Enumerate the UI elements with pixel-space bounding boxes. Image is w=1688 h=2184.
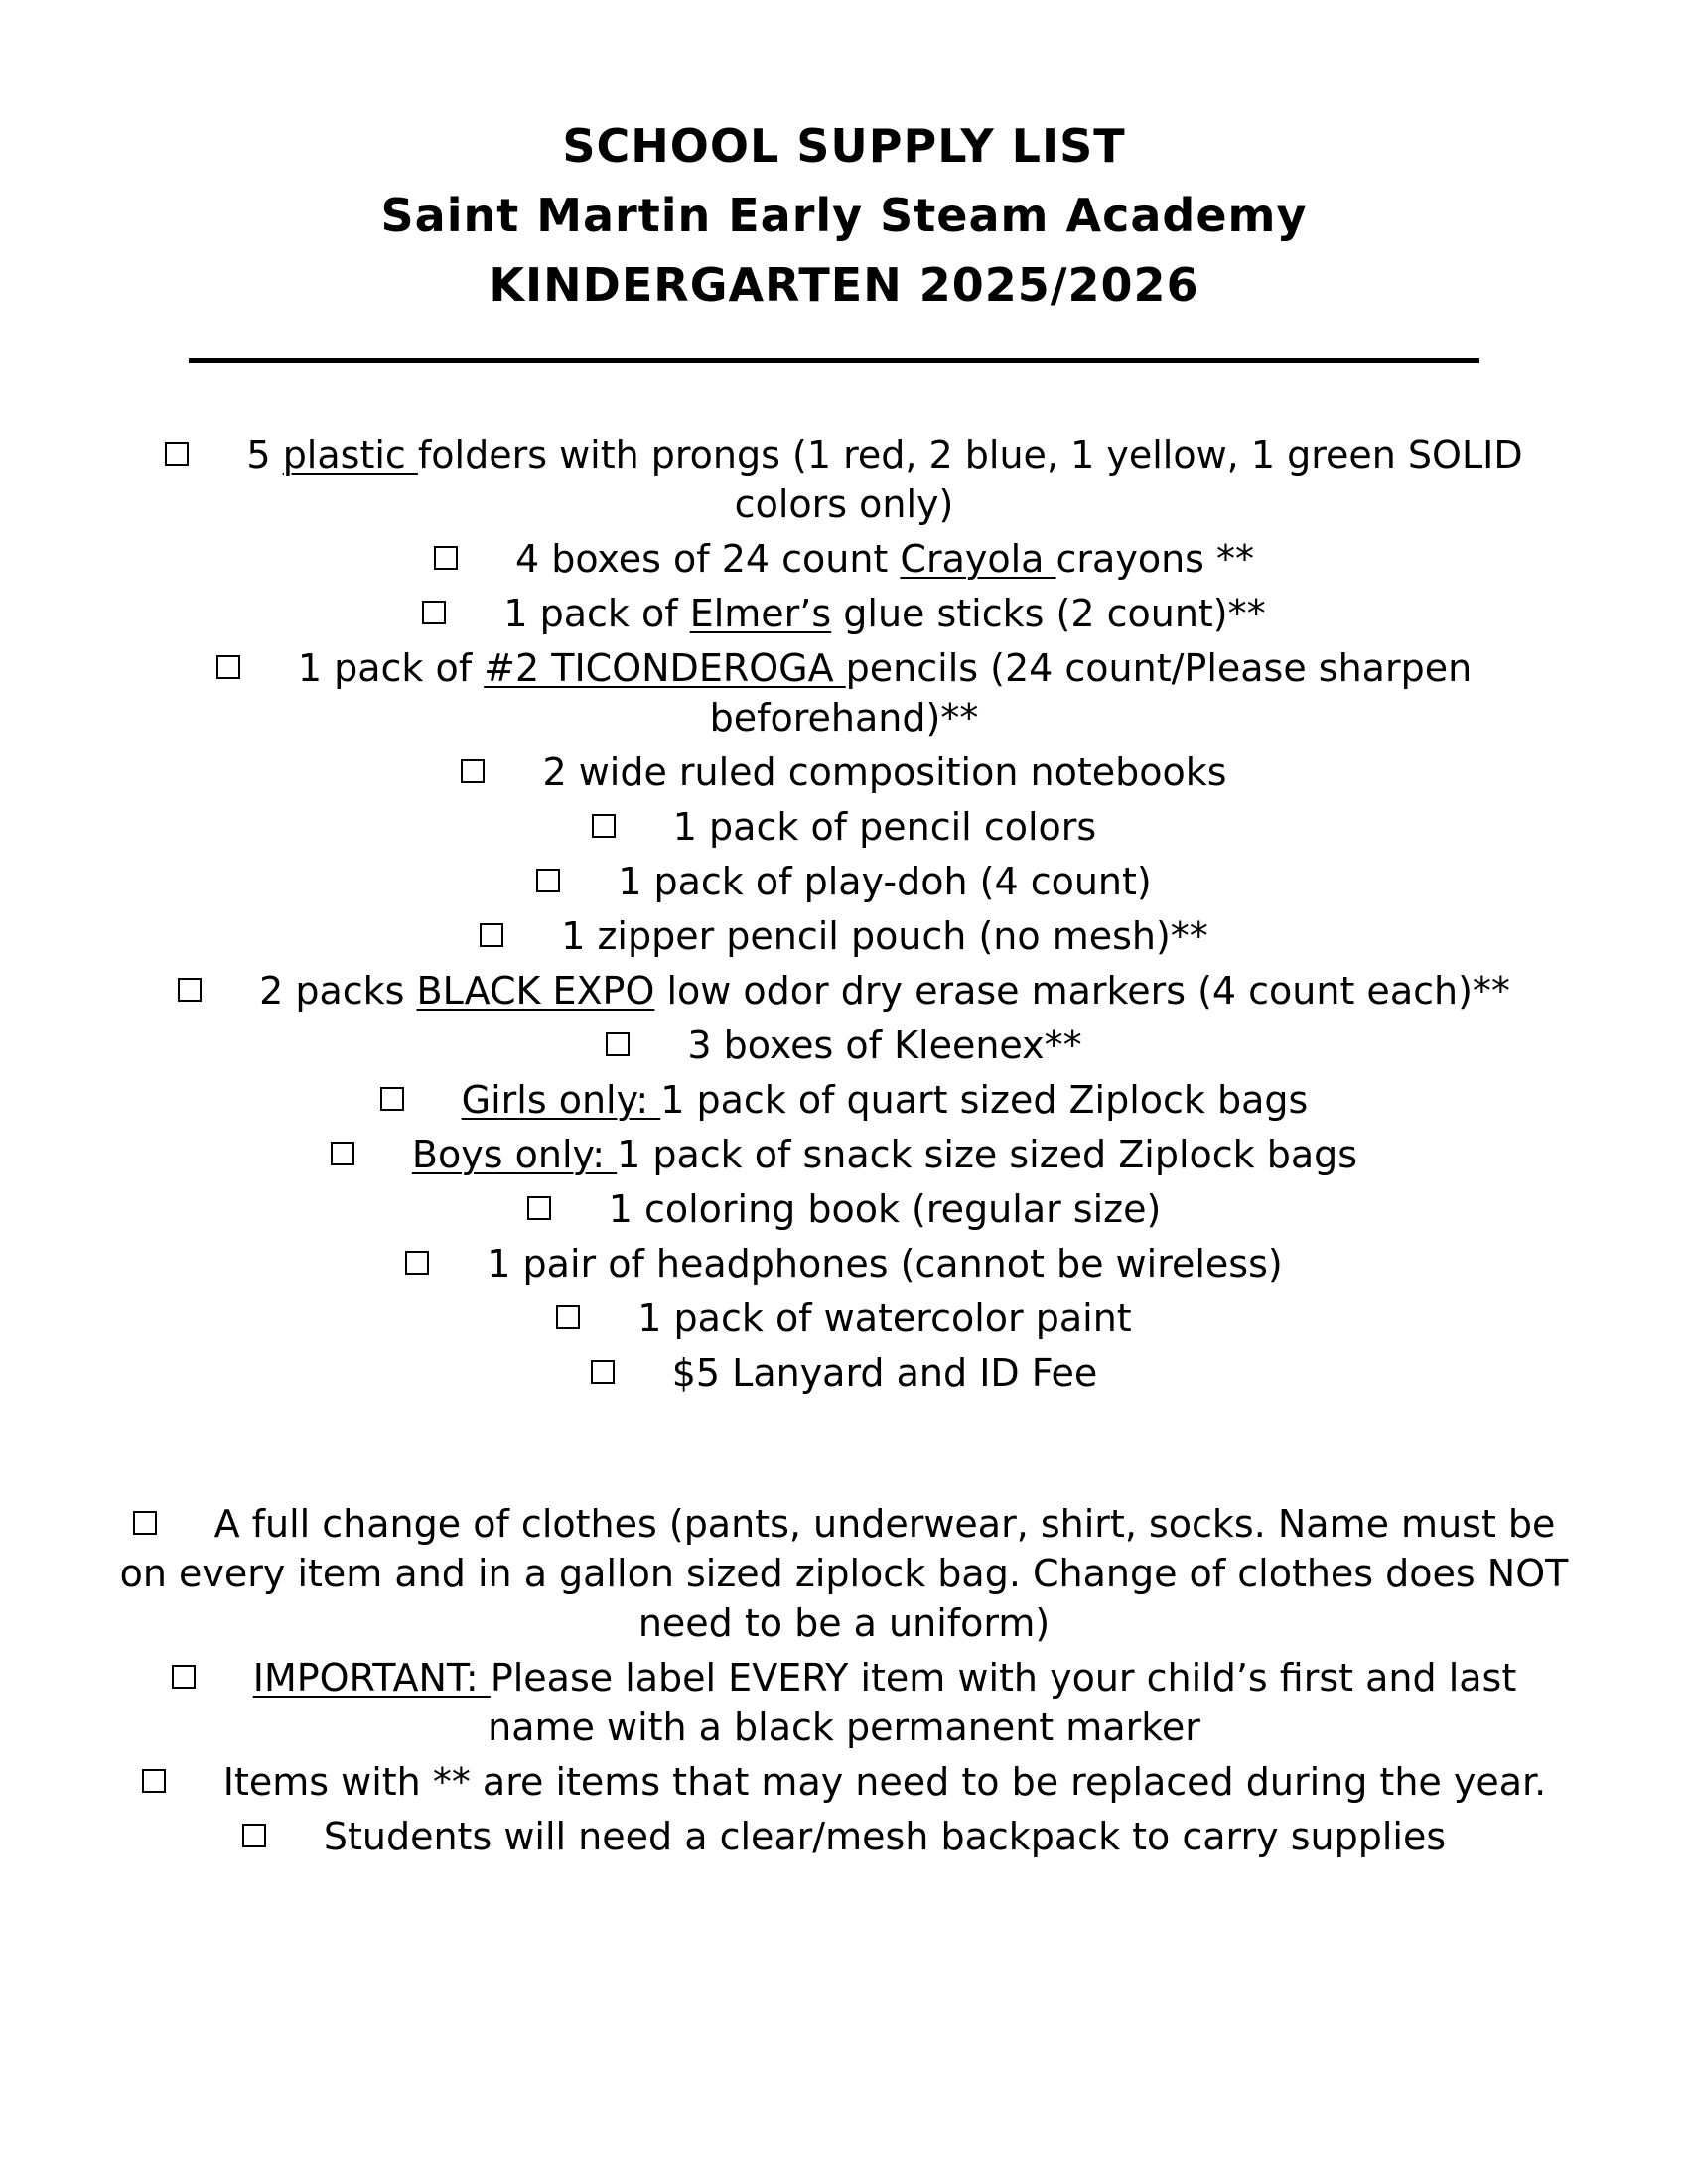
item-text: 1 coloring book (regular size) (608, 1187, 1162, 1231)
item-text-rest: Please label EVERY item with your child’s first and last name with a black permanent marker (488, 1656, 1517, 1749)
checkbox-icon[interactable] (242, 1824, 266, 1847)
checkbox-icon[interactable] (165, 442, 189, 466)
item-text: 1 pack of (297, 646, 485, 690)
item-text-rest: low odor dry erase markers (4 count each)** (654, 969, 1510, 1013)
item-text: 1 zipper pencil pouch (no mesh)** (561, 914, 1208, 958)
checkbox-icon[interactable] (434, 546, 458, 570)
item-text: 2 packs (259, 969, 417, 1013)
item-text: 4 boxes of 24 count (514, 537, 901, 581)
item-underlined-text: Crayola (900, 537, 1056, 581)
page-title: SCHOOL SUPPLY LIST (562, 119, 1126, 173)
item-text: 2 wide ruled composition notebooks (542, 751, 1227, 794)
note-item (119, 1653, 1569, 1752)
item-text-rest: 1 pack of snack size sized Ziplock bags (617, 1133, 1358, 1176)
supply-list (119, 430, 1569, 1403)
item-text-rest: pencils (24 count/Please sharpen beforehand)** (709, 646, 1473, 740)
supply-item (119, 589, 1569, 638)
item-text-rest: 1 pack of quart sized Ziplock bags (660, 1078, 1309, 1122)
supply-item (119, 1348, 1569, 1398)
supply-item (119, 534, 1569, 584)
item-underlined-text: #2 TICONDEROGA (484, 646, 846, 690)
supply-item (119, 748, 1569, 797)
item-text-rest: glue sticks (2 count)** (831, 592, 1266, 635)
item-text-rest: folders with prongs (1 red, 2 blue, 1 yellow, 1 green SOLID colors only) (417, 433, 1523, 526)
item-text: A full change of clothes (pants, underwear, shirt, socks. Name must be on every item and in a gallon sized ziplock bag. Change of clothes does NOT need to be a uniform) (119, 1502, 1569, 1645)
checkbox-icon[interactable] (142, 1769, 166, 1793)
item-underlined-text: IMPORTANT: (252, 1656, 491, 1700)
item-underlined-text: Boys only: (411, 1133, 618, 1176)
item-text: 5 (246, 433, 283, 477)
note-item (119, 1812, 1569, 1861)
checkbox-icon[interactable] (527, 1196, 551, 1220)
checkbox-icon[interactable] (405, 1251, 429, 1275)
supply-item (119, 802, 1569, 852)
header-divider (189, 358, 1479, 363)
supply-item (119, 1294, 1569, 1343)
school-name: Saint Martin Early Steam Academy (380, 189, 1308, 242)
checkbox-icon[interactable] (461, 759, 485, 783)
checkbox-icon[interactable] (178, 978, 202, 1002)
item-text: 1 pair of headphones (cannot be wireless) (487, 1242, 1283, 1286)
item-text: Items with ** are items that may need to be replaced during the year. (222, 1760, 1547, 1804)
item-text: 1 pack of pencil colors (672, 805, 1097, 849)
document-header (0, 111, 1688, 320)
grade-year: KINDERGARTEN 2025/2026 (489, 258, 1199, 312)
supply-item (119, 1184, 1569, 1234)
supply-item (119, 911, 1569, 961)
item-text: 3 boxes of Kleenex** (687, 1024, 1082, 1067)
checkbox-icon[interactable] (536, 869, 560, 892)
supply-item (119, 430, 1569, 529)
item-text: 1 pack of (503, 592, 690, 635)
checkbox-icon[interactable] (591, 1360, 615, 1384)
checkbox-icon[interactable] (216, 655, 240, 679)
note-item (119, 1757, 1569, 1807)
checkbox-icon[interactable] (380, 1087, 404, 1111)
checkbox-icon[interactable] (331, 1142, 354, 1165)
item-text: $5 Lanyard and ID Fee (671, 1351, 1098, 1395)
item-text-rest: crayons ** (1055, 537, 1255, 581)
supply-item (119, 1130, 1569, 1179)
item-text: Students will need a clear/mesh backpack to carry supplies (323, 1815, 1447, 1858)
supply-item (119, 966, 1569, 1016)
supply-item (119, 1075, 1569, 1125)
item-text: 1 pack of watercolor paint (637, 1297, 1132, 1340)
checkbox-icon[interactable] (172, 1665, 196, 1689)
checkbox-icon[interactable] (422, 601, 446, 624)
checkbox-icon[interactable] (133, 1511, 157, 1535)
item-underlined-text: BLACK EXPO (416, 969, 655, 1013)
item-underlined-text: Elmer’s (689, 592, 832, 635)
supply-item (119, 857, 1569, 906)
checkbox-icon[interactable] (606, 1032, 630, 1056)
checkbox-icon[interactable] (480, 923, 503, 947)
checkbox-icon[interactable] (556, 1305, 580, 1329)
supply-item (119, 1021, 1569, 1070)
checkbox-icon[interactable] (592, 814, 616, 838)
supply-item (119, 1239, 1569, 1289)
item-underlined-text: Girls only: (461, 1078, 661, 1122)
notes-list (119, 1499, 1569, 1866)
item-underlined-text: plastic (282, 433, 418, 477)
supply-item (119, 643, 1569, 743)
note-item (119, 1499, 1569, 1648)
item-text: 1 pack of play-doh (4 count) (618, 860, 1152, 903)
